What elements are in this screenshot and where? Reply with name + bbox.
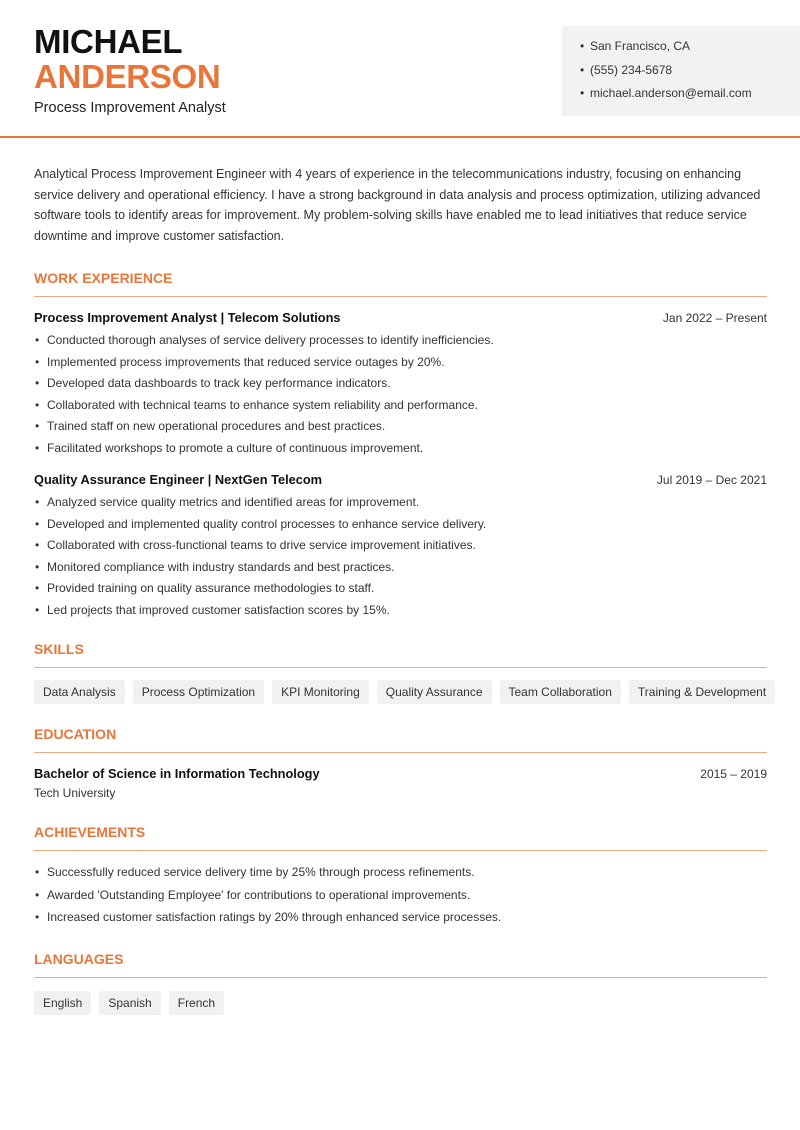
list-item: • Analyzed service quality metrics and identified areas for improvement. bbox=[34, 492, 767, 514]
language-chip: English bbox=[34, 991, 91, 1015]
degree-title: Bachelor of Science in Information Technology bbox=[34, 766, 320, 781]
section-divider bbox=[34, 752, 767, 753]
job-bullets bbox=[34, 492, 767, 621]
skill-chip: KPI Monitoring bbox=[272, 680, 369, 704]
list-item: • Trained staff on new operational procedures and best practices. bbox=[34, 416, 767, 438]
job-bullets bbox=[34, 330, 767, 459]
skill-chip: Training & Development bbox=[629, 680, 775, 704]
job-dates: Jan 2022 – Present bbox=[662, 311, 767, 325]
contact-box bbox=[562, 26, 800, 116]
section-divider bbox=[34, 667, 767, 668]
list-item: • Developed data dashboards to track key performance indicators. bbox=[34, 373, 767, 395]
list-item: • Monitored compliance with industry standards and best practices. bbox=[34, 557, 767, 579]
first-name: MICHAEL bbox=[34, 23, 183, 60]
language-chip: Spanish bbox=[99, 991, 160, 1015]
list-item: • Successfully reduced service delivery time by 25% through process refinements. bbox=[34, 861, 767, 884]
language-chip: French bbox=[169, 991, 224, 1015]
list-item: • Provided training on quality assurance methodologies to staff. bbox=[34, 578, 767, 600]
achievements-list bbox=[34, 861, 767, 929]
job-title: Process Improvement Analyst | Telecom Solutions bbox=[34, 310, 341, 325]
resume-body bbox=[34, 164, 767, 1015]
job-entry bbox=[34, 472, 767, 621]
list-item: • Facilitated workshops to promote a culture of continuous improvement. bbox=[34, 438, 767, 460]
job-entry bbox=[34, 310, 767, 459]
work-experience-section bbox=[34, 268, 767, 621]
list-item: • Increased customer satisfaction ratings by 20% through enhanced service processes. bbox=[34, 906, 767, 929]
list-item: • Implemented process improvements that reduced service outages by 20%. bbox=[34, 352, 767, 374]
list-item: • Conducted thorough analyses of service delivery processes to identify inefficiencies. bbox=[34, 330, 767, 352]
skills-list bbox=[34, 680, 767, 704]
skill-chip: Quality Assurance bbox=[377, 680, 492, 704]
job-dates: Jul 2019 – Dec 2021 bbox=[656, 473, 767, 487]
list-item: • Awarded 'Outstanding Employee' for contributions to operational improvements. bbox=[34, 884, 767, 907]
school-name: Tech University bbox=[34, 786, 116, 800]
contact-email[interactable]: • michael.anderson@email.com bbox=[580, 85, 800, 109]
section-heading-achievements: ACHIEVEMENTS bbox=[34, 824, 146, 840]
skill-chip: Process Optimization bbox=[133, 680, 264, 704]
list-item: • Collaborated with cross-functional teams to drive service improvement initiatives. bbox=[34, 535, 767, 557]
section-divider bbox=[34, 977, 767, 978]
section-heading-education: EDUCATION bbox=[34, 726, 117, 742]
section-divider bbox=[34, 850, 767, 851]
list-item: • Collaborated with technical teams to enhance system reliability and performance. bbox=[34, 395, 767, 417]
languages-section bbox=[34, 949, 767, 1015]
skill-chip: Team Collaboration bbox=[500, 680, 621, 704]
contact-location: • San Francisco, CA bbox=[580, 38, 800, 62]
education-dates: 2015 – 2019 bbox=[700, 767, 767, 781]
section-heading-languages: LANGUAGES bbox=[34, 950, 124, 967]
skill-chip: Data Analysis bbox=[34, 680, 125, 704]
job-title-headline: Process Improvement Analyst bbox=[34, 100, 226, 116]
section-heading-skills: SKILLS bbox=[34, 641, 84, 657]
achievements-section bbox=[34, 822, 767, 929]
languages-list bbox=[34, 991, 767, 1015]
summary-paragraph: Analytical Process Improvement Engineer with 4 years of experience in the telecommunications industry, focusing on enhancing service delivery and operational efficiency. I have a strong background in data analysis and process optimization, utilizing advanced software tools to identify areas for improvement. My problem-solving skills have enabled me to lead initiatives that reduce service downtime and improve customer satisfaction. bbox=[34, 167, 761, 243]
job-title: Quality Assurance Engineer | NextGen Telecom bbox=[34, 472, 323, 487]
last-name: ANDERSON bbox=[34, 58, 221, 95]
section-heading-work: WORK EXPERIENCE bbox=[34, 270, 173, 286]
candidate-name bbox=[34, 24, 220, 94]
list-item: • Led projects that improved customer satisfaction scores by 15%. bbox=[34, 600, 767, 622]
list-item: • Developed and implemented quality control processes to enhance service delivery. bbox=[34, 514, 767, 536]
contact-phone: • (555) 234-5678 bbox=[580, 62, 800, 86]
skills-section bbox=[34, 639, 767, 704]
education-section bbox=[34, 724, 767, 800]
section-divider bbox=[34, 296, 767, 297]
resume-header bbox=[0, 0, 800, 138]
